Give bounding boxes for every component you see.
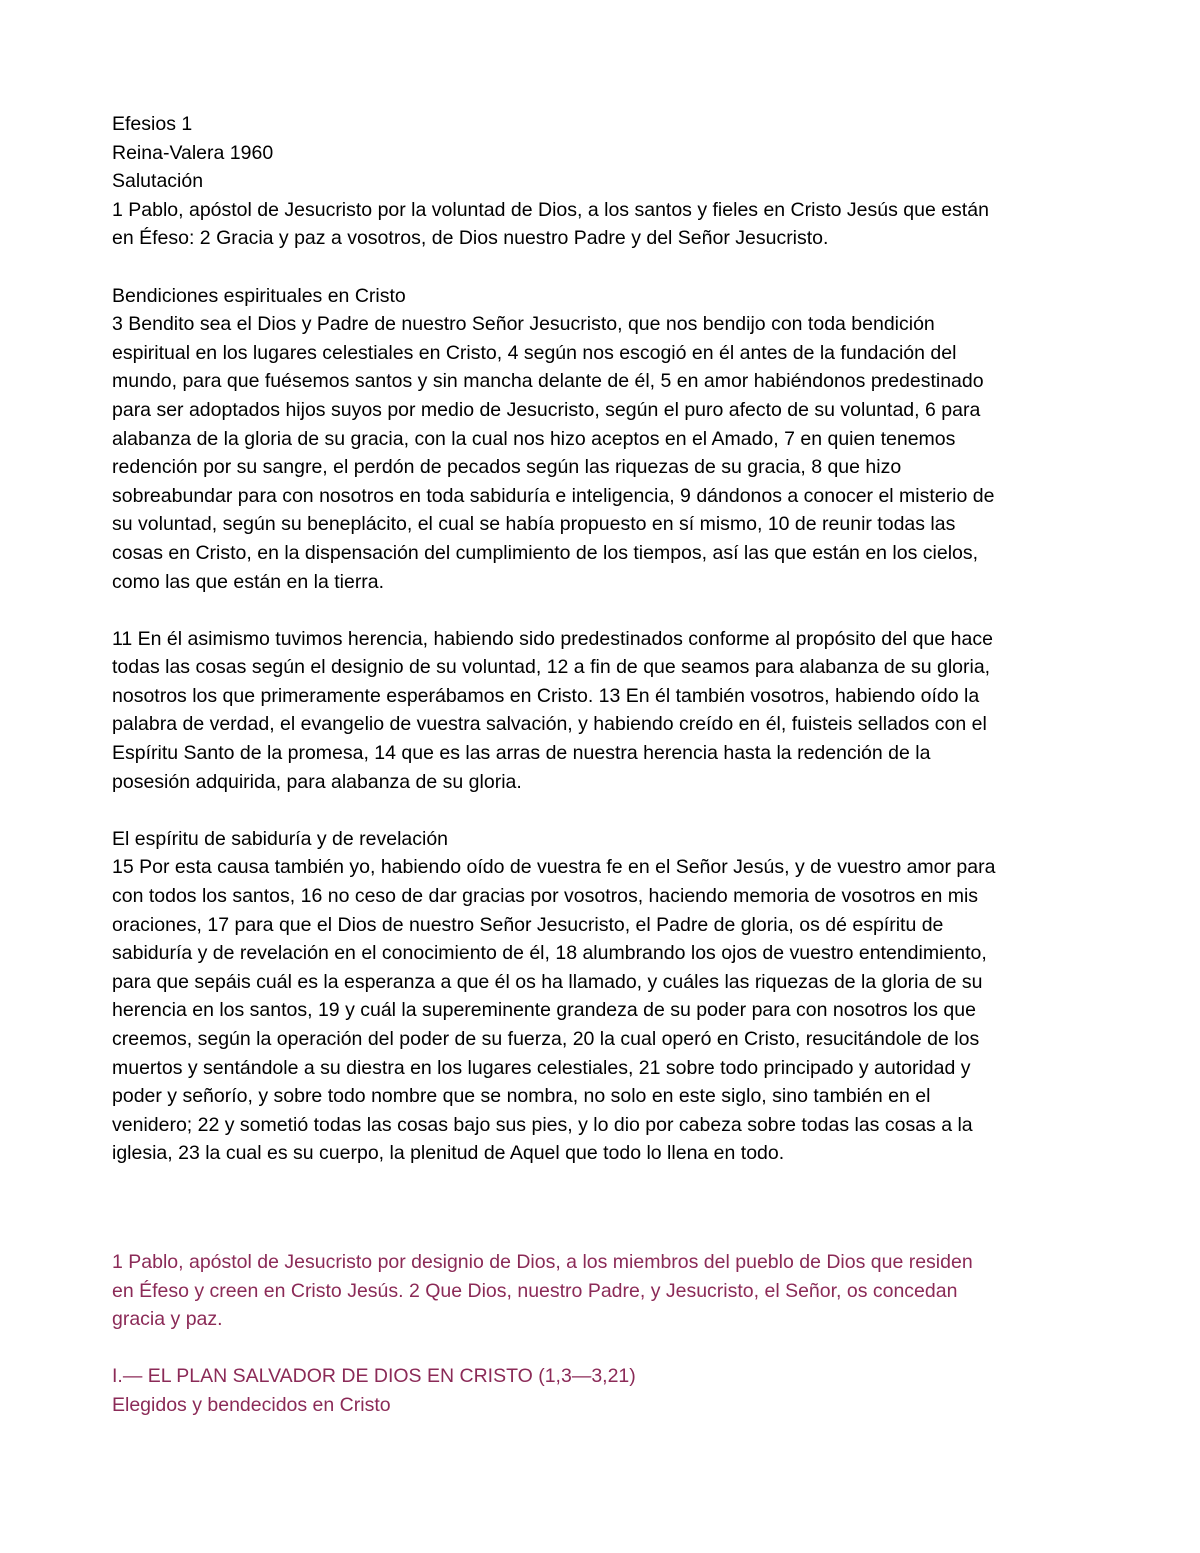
verse-line: sobreabundar para con nosotros en toda sabiduría e inteligencia, 9 dándonos a conocer el misterio de — [112, 484, 995, 507]
verse-line: posesión adquirida, para alabanza de su gloria. — [112, 770, 522, 793]
verse-line: redención por su sangre, el perdón de pecados según las riquezas de su gracia, 8 que hizo — [112, 456, 902, 479]
verse-line: con todos los santos, 16 no ceso de dar gracias por vosotros, haciendo memoria de vosotros en mis — [112, 885, 979, 908]
verse-line: herencia en los santos, 19 y cuál la supereminente grandeza de su poder para con nosotros los que — [112, 999, 976, 1022]
document-title: Efesios 1 — [112, 113, 193, 135]
verse-line: 11 En él asimismo tuvimos herencia, habiendo sido predestinados conforme al propósito del que hace — [112, 627, 993, 650]
paragraph-gap — [112, 253, 1092, 282]
verse-line: en Éfeso: 2 Gracia y paz a vosotros, de Dios nuestro Padre y del Señor Jesucristo. — [112, 227, 829, 250]
verse-line: muertos y sentándole a su diestra en los lugares celestiales, 21 sobre todo principado y autoridad y — [112, 1056, 971, 1079]
verse-line: espiritual en los lugares celestiales en Cristo, 4 según nos escogió en él antes de la fundación del — [112, 341, 957, 364]
verse-line: oraciones, 17 para que el Dios de nuestro Señor Jesucristo, el Padre de gloria, os dé espíritu de — [112, 913, 944, 936]
verse-line: 3 Bendito sea el Dios y Padre de nuestro Señor Jesucristo, que nos bendijo con toda bendición — [112, 313, 935, 336]
verse-line: para ser adoptados hijos suyos por medio de Jesucristo, según el puro afecto de su voluntad, 6 para — [112, 398, 981, 421]
paragraph-gap — [112, 1334, 1092, 1363]
document-page — [112, 110, 1092, 1420]
alt-sub-heading: Elegidos y bendecidos en Cristo — [112, 1393, 391, 1416]
alt-translation — [112, 1248, 1092, 1420]
alt-verse-line: 1 Pablo, apóstol de Jesucristo por designio de Dios, a los miembros del pueblo de Dios que residen — [112, 1250, 973, 1273]
part-heading: I.— EL PLAN SALVADOR DE DIOS EN CRISTO (1,3—3,21) — [112, 1365, 636, 1388]
verse-line: creemos, según la operación del poder de su fuerza, 20 la cual operó en Cristo, resucitándole de los — [112, 1028, 980, 1050]
verse-line: para que sepáis cuál es la esperanza a que él os ha llamado, y cuáles las riquezas de la gloria de su — [112, 970, 983, 993]
verse-line: alabanza de la gloria de su gracia, con la cual nos hizo aceptos en el Amado, 7 en quien tenemos — [112, 427, 956, 450]
verse-line: palabra de verdad, el evangelio de vuestra salvación, y habiendo creído en él, fuisteis sellados con el — [112, 713, 987, 736]
verse-line: mundo, para que fuésemos santos y sin mancha delante de él, 5 en amor habiéndonos predestinado — [112, 370, 984, 393]
alt-verse-line: gracia y paz. — [112, 1308, 223, 1331]
section-heading: Salutación — [112, 170, 204, 193]
verse-line: poder y señorío, y sobre todo nombre que se nombra, no solo en este siglo, sino también en el — [112, 1085, 931, 1108]
paragraph-gap — [112, 796, 1092, 825]
verse-line: nosotros los que primeramente esperábamos en Cristo. 13 En él también vosotros, habiendo oído la — [112, 684, 980, 707]
paragraph-gap — [112, 596, 1092, 625]
bible-version: Reina-Valera 1960 — [112, 141, 274, 164]
alt-verse-line: en Éfeso y creen en Cristo Jesús. 2 Que Dios, nuestro Padre, y Jesucristo, el Señor, os concedan — [112, 1279, 958, 1302]
verse-line: sabiduría y de revelación en el conocimiento de él, 18 alumbrando los ojos de vuestro entendimiento, — [112, 942, 987, 965]
verse-line: 1 Pablo, apóstol de Jesucristo por la voluntad de Dios, a los santos y fieles en Cristo Jesús que están — [112, 198, 989, 221]
verse-line: cosas en Cristo, en la dispensación del cumplimiento de los tiempos, así las que están en los cielos, — [112, 541, 979, 564]
verse-line: Espíritu Santo de la promesa, 14 que es las arras de nuestra herencia hasta la redención de la — [112, 742, 931, 765]
verse-line: venidero; 22 y sometió todas las cosas bajo sus pies, y lo dio por cabeza sobre todas las cosas a la — [112, 1113, 973, 1136]
section-heading: Bendiciones espirituales en Cristo — [112, 284, 406, 307]
verse-line: iglesia, 23 la cual es su cuerpo, la plenitud de Aquel que todo lo llena en todo. — [112, 1142, 785, 1165]
section-heading: El espíritu de sabiduría y de revelación — [112, 827, 449, 850]
section-gap — [112, 1168, 1092, 1248]
verse-line: como las que están en la tierra. — [112, 570, 385, 593]
verse-line: 15 Por esta causa también yo, habiendo oído de vuestra fe en el Señor Jesús, y de vuestro amor para — [112, 856, 996, 879]
verse-line: su voluntad, según su beneplácito, el cual se había propuesto en sí mismo, 10 de reunir todas las — [112, 513, 956, 536]
verse-line: todas las cosas según el designio de su voluntad, 12 a fin de que seamos para alabanza de su gloria, — [112, 656, 991, 679]
